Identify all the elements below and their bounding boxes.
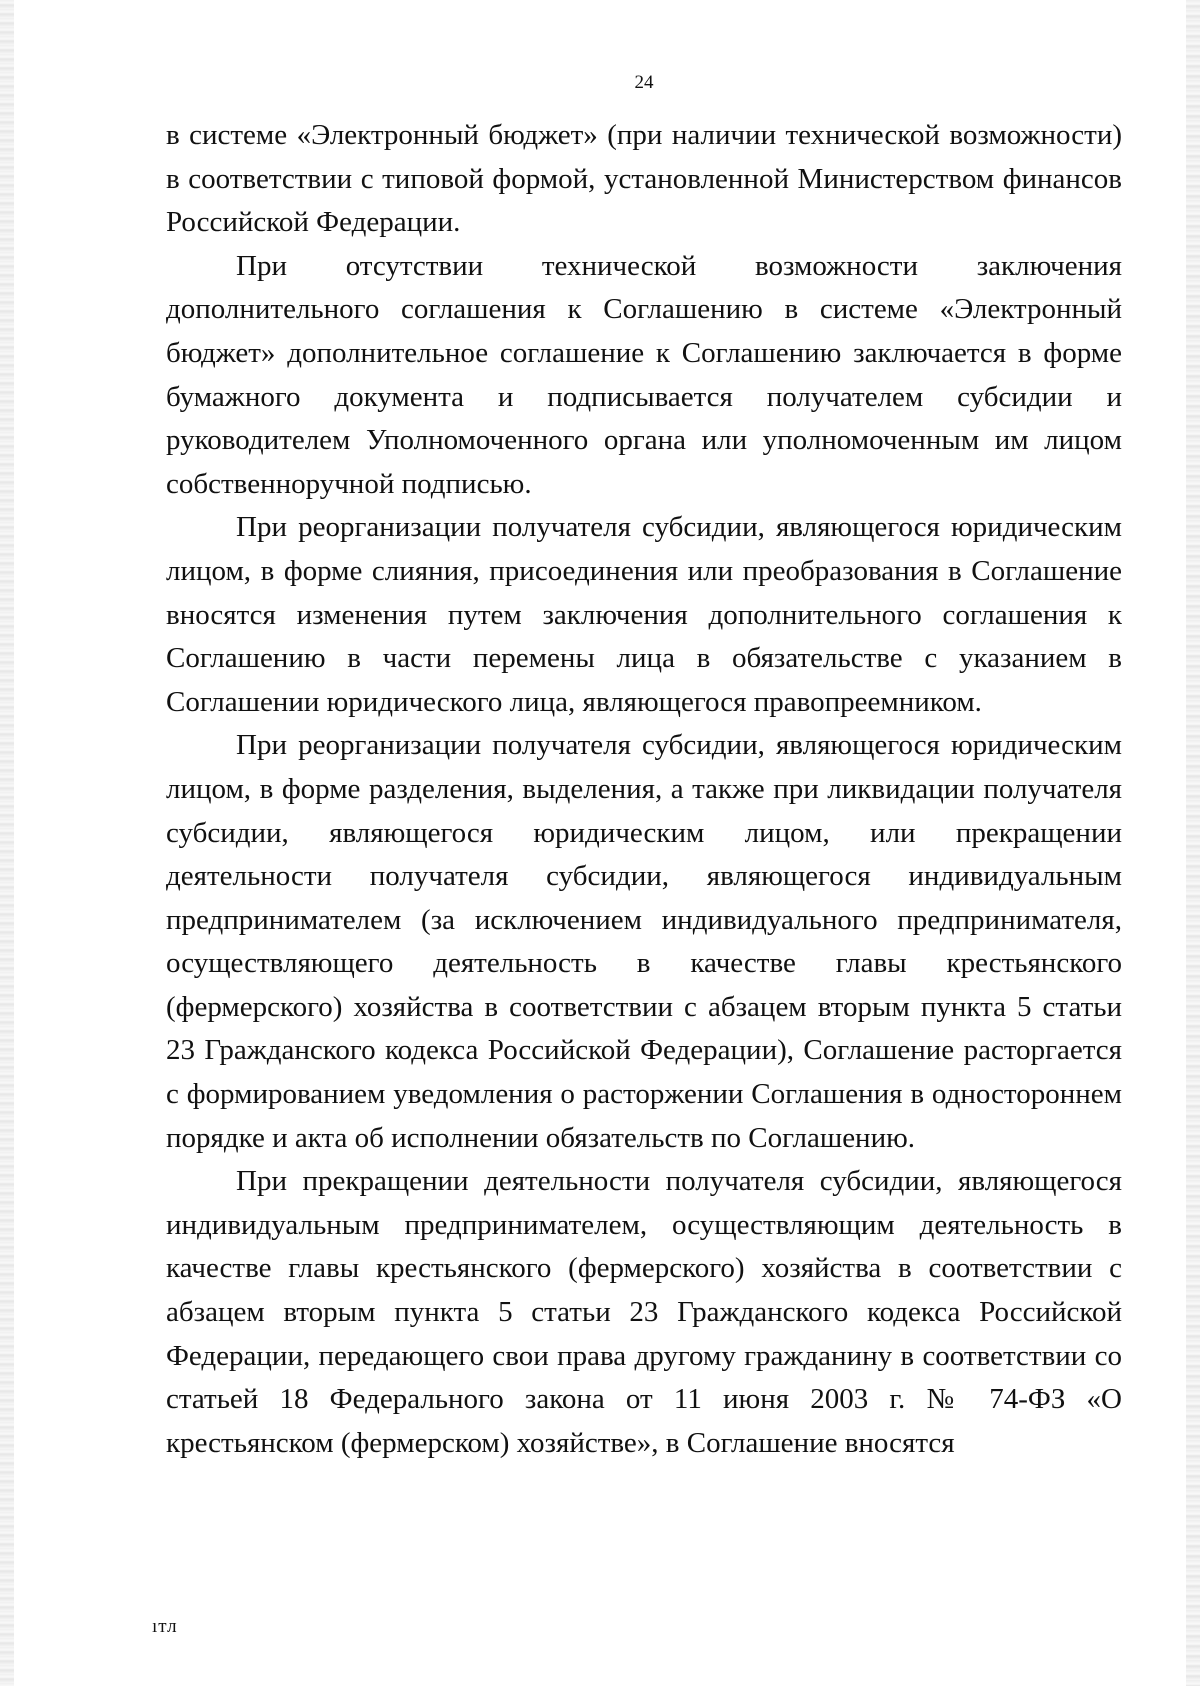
paragraph-reorganization-merger: При реорганизации получателя субсидии, являющегося юридическим лицом, в форме слияния, присоединения или преобразования в Соглашение вносятся изменения путем заключения дополнительного соглашения к Соглашению в части перемены лица в обязательстве с указанием в Соглашении юридического лица, являющегося правопреемником. <box>166 511 1122 718</box>
document-body <box>166 114 1122 1465</box>
footer-initials: ıтл <box>152 1616 178 1637</box>
paragraph-farm-termination: При прекращении деятельности получателя субсидии, являющегося индивидуальным предпринимателем, осуществляющим деятельность в качестве главы крестьянского (фермерского) хозяйства в соответствии с абзацем вторым пункта 5 статьи 23 Гражданского кодекса Российской Федерации, передающего свои права другому гражданину в соответствии со статьей 18 Федерального закона от 11 июня 2003 г. № 74-ФЗ «О крестьянском (фермерском) хозяйстве», в Соглашение вносятся <box>166 1165 1122 1459</box>
scan-edge-left <box>0 0 14 1686</box>
page-number: 24 <box>634 72 654 93</box>
paragraph-no-technical-possibility: При отсутствии технической возможности заключения дополнительного соглашения к Соглашению в системе «Электронный бюджет» дополнительное соглашение к Соглашению заключается в форме бумажного документа и подписывается получателем субсидии и руководителем Уполномоченного органа или уполномоченным им лицом собственноручной подписью. <box>166 249 1122 500</box>
paragraph-reorganization-division: При реорганизации получателя субсидии, являющегося юридическим лицом, в форме разделения, выделения, а также при ликвидации получателя субсидии, являющегося юридическим лицом, или прекращении деятельности получателя субсидии, являющегося индивидуальным предпринимателем (за исключением индивидуального предпринимателя, осуществляющего деятельность в качестве главы крестьянского (фермерского) хозяйства в соответствии с абзацем вторым пункта 5 статьи 23 Гражданского кодекса Российской Федерации), Соглашение расторгается с формированием уведомления о расторжении Соглашения в одностороннем порядке и акта об исполнении обязательств по Соглашению. <box>166 729 1122 1154</box>
scan-edge-right <box>1186 0 1200 1686</box>
paragraph-continuation: в системе «Электронный бюджет» (при наличии технической возможности) в соответствии с типовой формой, установленной Министерством финансов Российской Федерации. <box>166 119 1122 239</box>
